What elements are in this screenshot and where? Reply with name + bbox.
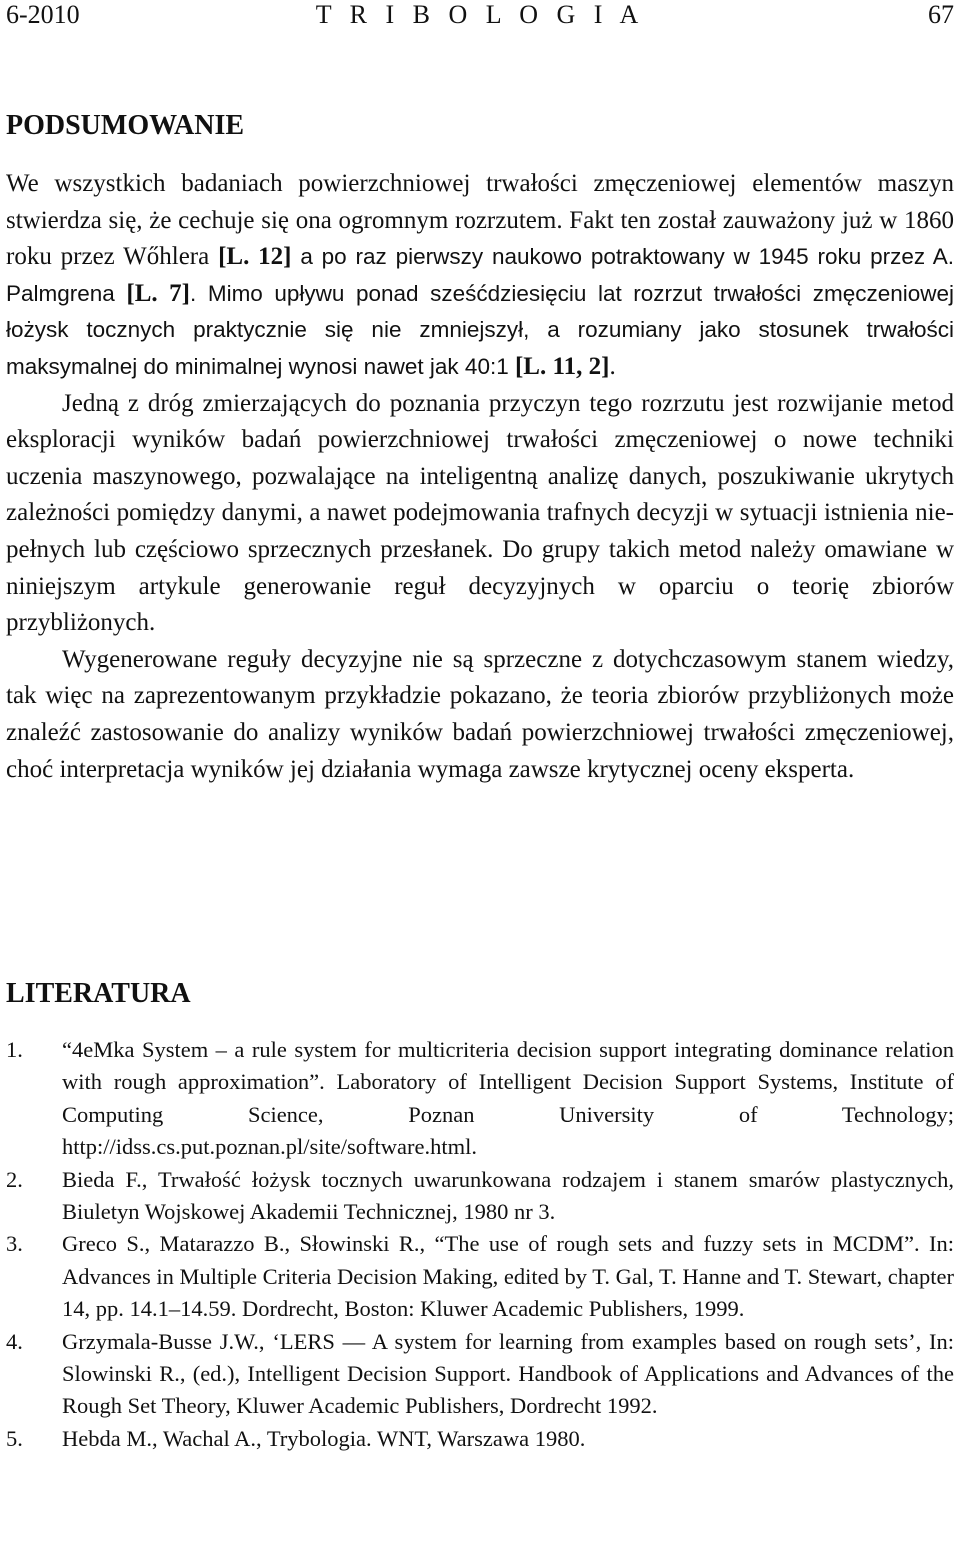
reference-text: Greco S., Matarazzo B., Słowinski R., “The use of rough sets and fuzzy sets in MCDM”. In: Advances in Multiple Criteria Decision Making, edited by T. Gal, T. Hanne and T. Stewart, chapter 14, pp. 14.1–14.59. Dordrecht, Boston: Kluwer Academic Publishers, 1999. — [62, 1231, 954, 1322]
reference-list — [6, 1034, 954, 1455]
summary-paragraph-2: Jedną z dróg zmierzających do poznania przyczyn tego rozrzutu jest rozwijanie metod eksploracji wyników badań powierzchniowej trwałości zmęczeniowej o nowe techniki uczenia maszynowego, pozwalające na inteligentną analizę danych, poszukiwanie ukrytych zależności pomiędzy danymi, a nawet podejmowania trafnych decyzji w sytuacji istnienia niepełnych lub częściowo sprzecznych przesłanek. Do grupy takich metod należy omawiane w niniejszym artykule generowanie reguł decyzyjnych w oparciu o teorię zbiorów przybliżonych. — [6, 389, 954, 637]
citation-l12: [L. 12] — [218, 243, 292, 271]
citation-l11-2: [L. 11, 2] — [514, 352, 610, 380]
reference-item — [6, 1326, 954, 1423]
summary-paragraph-1-part-c: . Mimo upływu ponad sześćdziesięciu lat rozrzut trwałości zmęczeniowej łożysk tocznych praktycznie się nie zmniejszył, a rozumiany jako stosunek trwałości maksymalnej do minimalnej wynosi nawet jak 40:1 — [6, 280, 955, 379]
summary-paragraph-1-part-b: a po raz pierwszy naukowo potraktowany w 1945 roku przez A. Palmgrena — [6, 244, 955, 306]
reference-text: “4eMka System – a rule system for multicriteria decision support integrating dominance relation with rough approximation”. Laboratory of Intelligent Decision Support Systems, Institute of Computing Science, Poznan University of Technology; http://idss.cs.put.poznan.pl/site/software.html. — [62, 1037, 954, 1160]
reference-number: 3. — [6, 1231, 23, 1257]
summary-paragraph-1-end: . — [609, 352, 616, 380]
summary-paragraph-3: Wygenerowane reguły decyzyjne nie są sprzeczne z dotychczasowym stanem wiedzy, tak więc na zaprezentowanym przykładzie pokazano, że teoria zbiorów przybliżonych może znaleźć zastosowanie do analizy wyników badań powierzchniowej trwałości zmęczeniowej, choć interpretacja wyników jej działania wymaga zawsze krytycznej oceny eksperta. — [6, 645, 954, 783]
reference-item — [6, 1423, 954, 1455]
journal-title: T R I B O L O G I A — [315, 0, 645, 29]
reference-number: 2. — [6, 1166, 23, 1192]
literature-heading: LITERATURA — [6, 978, 191, 1009]
reference-text: Hebda M., Wachal A., Trybologia. WNT, Warszawa 1980. — [62, 1425, 586, 1451]
summary-heading: PODSUMOWANIE — [6, 110, 245, 141]
issue-label: 6-2010 — [6, 0, 80, 29]
reference-item — [6, 1164, 954, 1229]
summary-body — [6, 166, 954, 788]
reference-text: Grzymala-Busse J.W., ‘LERS — A system for learning from examples based on rough sets’, In: Slowinski R., (ed.), Intelligent Decision Support. Handbook of Applications and Advances of the Rough Set Theory, Kluwer Academic Publishers, Dordrecht 1992. — [62, 1328, 954, 1419]
summary-paragraph-1-part-a: We wszystkich badaniach powierzchniowej trwałości zmęczeniowej elementów maszyn stwierdza się, że cechuje się ona ogromnym rozrzutem. Fakt ten został zauważony już w 1860 roku przez Wőhlera — [6, 170, 954, 271]
page-number: 67 — [928, 0, 954, 29]
summary-paragraph-1 — [6, 166, 954, 386]
reference-number: 5. — [6, 1425, 23, 1451]
reference-number: 1. — [6, 1037, 23, 1062]
citation-l7: [L. 7] — [126, 279, 191, 307]
reference-item — [6, 1228, 954, 1325]
reference-number: 4. — [6, 1328, 23, 1354]
running-header — [6, 0, 954, 30]
reference-item — [6, 1034, 954, 1164]
reference-text: Bieda F., Trwałość łożysk tocznych uwarunkowana rodzajem i stanem smarów plastycznych, Biuletyn Wojskowej Akademii Technicznej, 1980 nr 3. — [62, 1166, 954, 1225]
